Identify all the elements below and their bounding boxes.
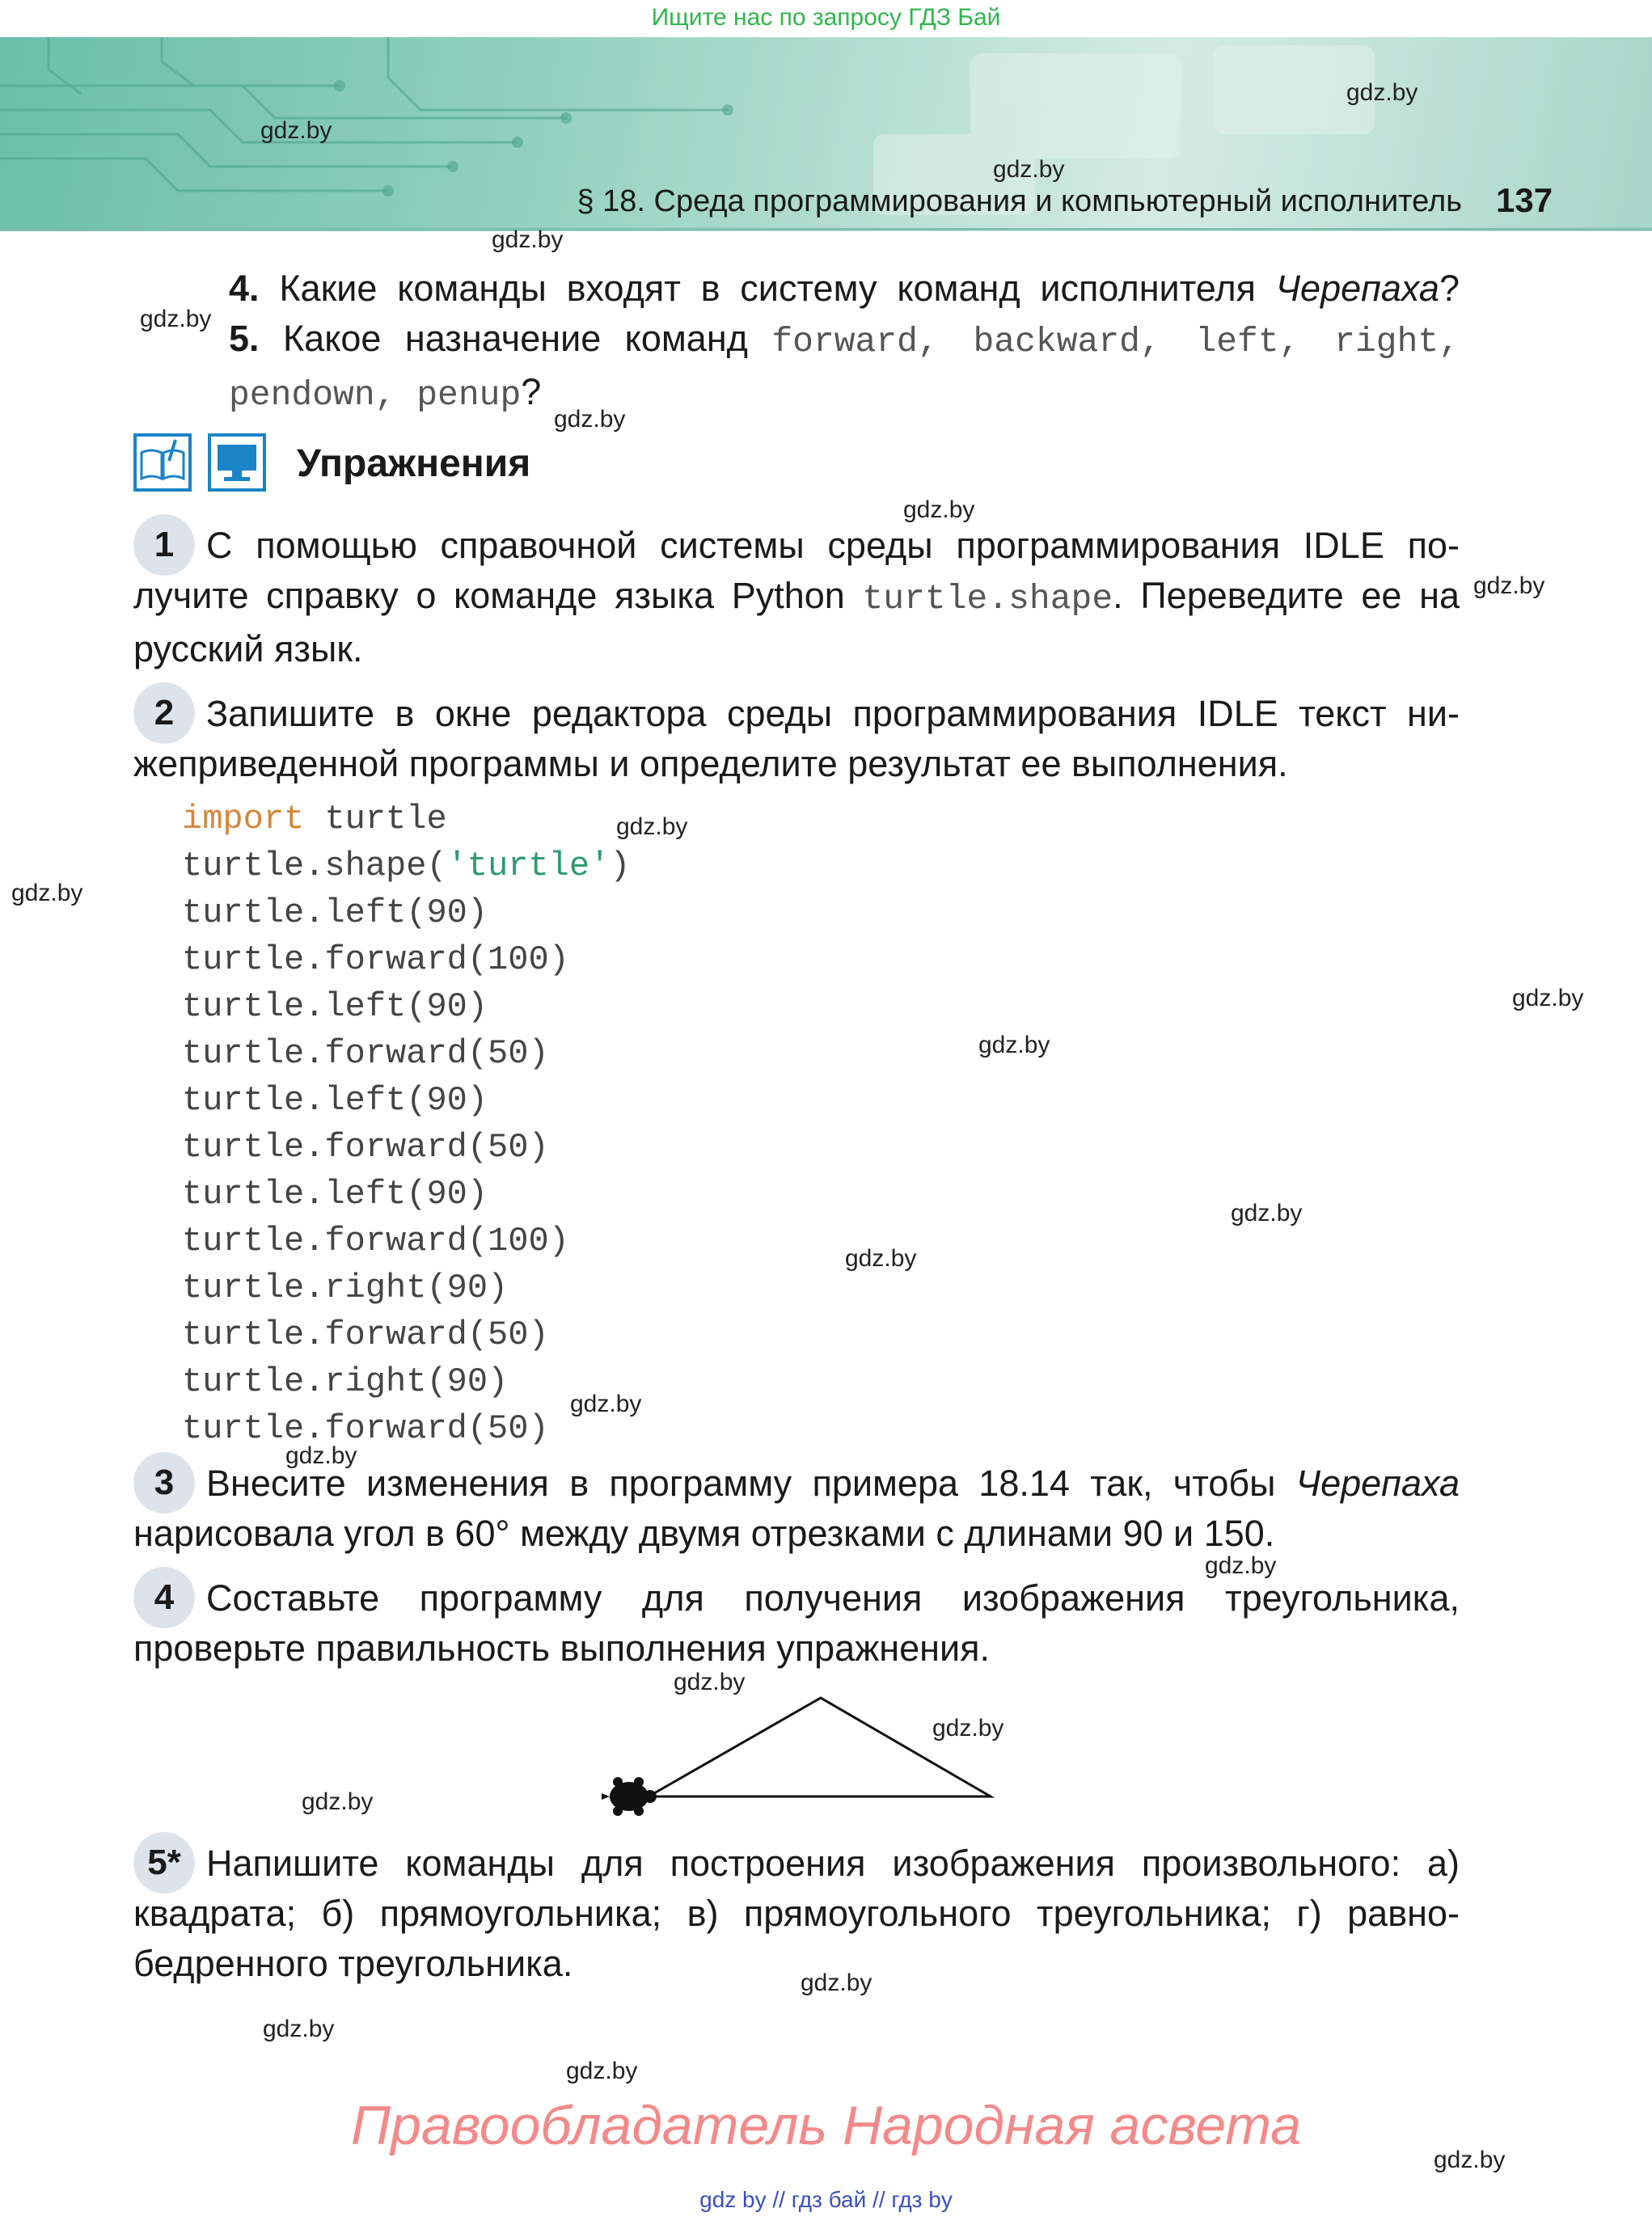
- watermark: gdz.by: [1231, 1200, 1303, 1226]
- exercise-text: Внесите изменения в программу примера 18.14 так, чтобы: [206, 1463, 1296, 1504]
- watermark: gdz.by: [932, 1715, 1004, 1742]
- exercise-text: Запишите в окне редактора среды программирования IDLE текст нижеприведенной программы и определите результат ее выполнения.: [133, 693, 1460, 784]
- watermark: gdz.by: [1205, 1552, 1277, 1579]
- code-line: turtle.forward(50): [182, 1128, 549, 1167]
- bottom-banner[interactable]: gdz by // гдз бай // гдз by: [699, 2187, 953, 2212]
- exercise-3-text: [133, 1459, 1460, 1559]
- exercise-5-text: [133, 1839, 1460, 1989]
- top-banner[interactable]: Ищите нас по запросу ГДЗ Бай: [651, 4, 1001, 31]
- watermark: gdz.by: [1434, 2147, 1506, 2173]
- code-line: turtle.forward(50): [182, 1409, 549, 1448]
- watermark: gdz.by: [978, 1032, 1050, 1058]
- watermark: gdz.by: [260, 117, 332, 144]
- watermark: gdz.by: [140, 306, 212, 332]
- watermark: gdz.by: [903, 496, 975, 523]
- watermark: gdz.by: [285, 1442, 357, 1469]
- code-line: turtle.right(90): [182, 1269, 509, 1307]
- exercise-text: Составьте программу для получения изображения треугольника, проверьте правильность выполнения упражнения.: [133, 1577, 1460, 1669]
- watermark: gdz.by: [302, 1788, 374, 1815]
- watermark: gdz.by: [616, 813, 688, 840]
- turtle-icon: [602, 1777, 657, 1816]
- section-title: Упражнения: [297, 442, 531, 485]
- exercise-4-text: [133, 1573, 1460, 1674]
- code-line: turtle.right(90): [182, 1362, 509, 1401]
- watermark: gdz.by: [1512, 985, 1584, 1011]
- watermark: gdz.by: [993, 156, 1065, 183]
- exercise-number-2: 2: [133, 682, 195, 744]
- exercise-emphasis: Черепаха: [1295, 1463, 1460, 1504]
- exercise-1-text: [133, 521, 1460, 674]
- question-4: [229, 264, 1460, 314]
- question-number: 4.: [229, 268, 260, 309]
- watermark: gdz.by: [845, 1245, 917, 1272]
- code-line: turtle.left(90): [182, 1175, 488, 1214]
- code-line: turtle.forward(100): [182, 940, 569, 979]
- question-text: Какие команды входят в систему команд исполнителя: [279, 268, 1276, 309]
- code-line: turtle.forward(50): [182, 1315, 549, 1354]
- code-string: 'turtle': [446, 847, 611, 885]
- code-line: turtle.left(90): [182, 1081, 488, 1120]
- exercise-number-3: 3: [133, 1452, 195, 1514]
- exercise-number-4: 4: [133, 1567, 195, 1628]
- watermark: gdz.by: [1346, 79, 1418, 106]
- header-rule: [0, 228, 1652, 230]
- book-pen-icon: [133, 433, 192, 492]
- triangle-figure: [590, 1690, 1011, 1827]
- rights-holder: Правообладатель Народная асвета: [350, 2095, 1302, 2156]
- question-text-end: ?: [1439, 268, 1460, 309]
- exercise-number-5: 5*: [133, 1832, 195, 1894]
- watermark: gdz.by: [263, 2016, 335, 2042]
- code-line: import turtle: [182, 800, 447, 838]
- watermark: gdz.by: [674, 1669, 746, 1695]
- exercise-text: С помощью справочной системы среды программирования IDLE получите справку о команде языка Python: [133, 525, 1460, 616]
- exercise-text: Напишите команды для построения изображения произвольного: а) квадрата; б) прямоугольника; в) прямоугольного треугольника; г) равнобедренного треугольника.: [133, 1843, 1460, 1984]
- code-line: turtle.left(90): [182, 987, 488, 1026]
- code-line: turtle.forward(100): [182, 1222, 569, 1260]
- question-number: 5.: [229, 318, 260, 359]
- exercise-text-end: нарисовала угол в 60° между двумя отрезками с длинами 90 и 150.: [133, 1513, 1275, 1554]
- question-code: forward, backward, left, right, pendown, penup: [229, 322, 1460, 415]
- exercise-code: turtle.shape: [862, 579, 1113, 619]
- monitor-icon: [208, 433, 266, 492]
- code-keyword: import: [182, 800, 305, 838]
- exercise-text-end: . Переведите ее на русский язык.: [133, 575, 1460, 669]
- question-text: Какое назначение команд: [282, 318, 772, 359]
- watermark: gdz.by: [570, 1391, 642, 1417]
- code-line: turtle.left(90): [182, 893, 488, 932]
- triangle-outline: [649, 1698, 991, 1796]
- watermark: gdz.by: [554, 406, 626, 433]
- question-emphasis: Черепаха: [1275, 268, 1439, 309]
- question-text-end: ?: [521, 371, 542, 412]
- code-line: turtle.shape('turtle'): [182, 847, 631, 885]
- page-number: 137: [1496, 181, 1553, 219]
- watermark: gdz.by: [566, 2058, 638, 2084]
- code-listing: [182, 796, 631, 1452]
- exercise-2-text: [133, 689, 1460, 789]
- chapter-title: § 18. Среда программирования и компьютерный исполнитель: [577, 184, 1462, 218]
- watermark: gdz.by: [492, 226, 564, 253]
- code-line: turtle.forward(50): [182, 1034, 549, 1073]
- watermark: gdz.by: [801, 1970, 872, 1996]
- watermark: gdz.by: [11, 880, 83, 906]
- watermark: gdz.by: [1473, 572, 1545, 599]
- question-5: [229, 314, 1460, 420]
- exercise-number-1: 1: [133, 514, 195, 576]
